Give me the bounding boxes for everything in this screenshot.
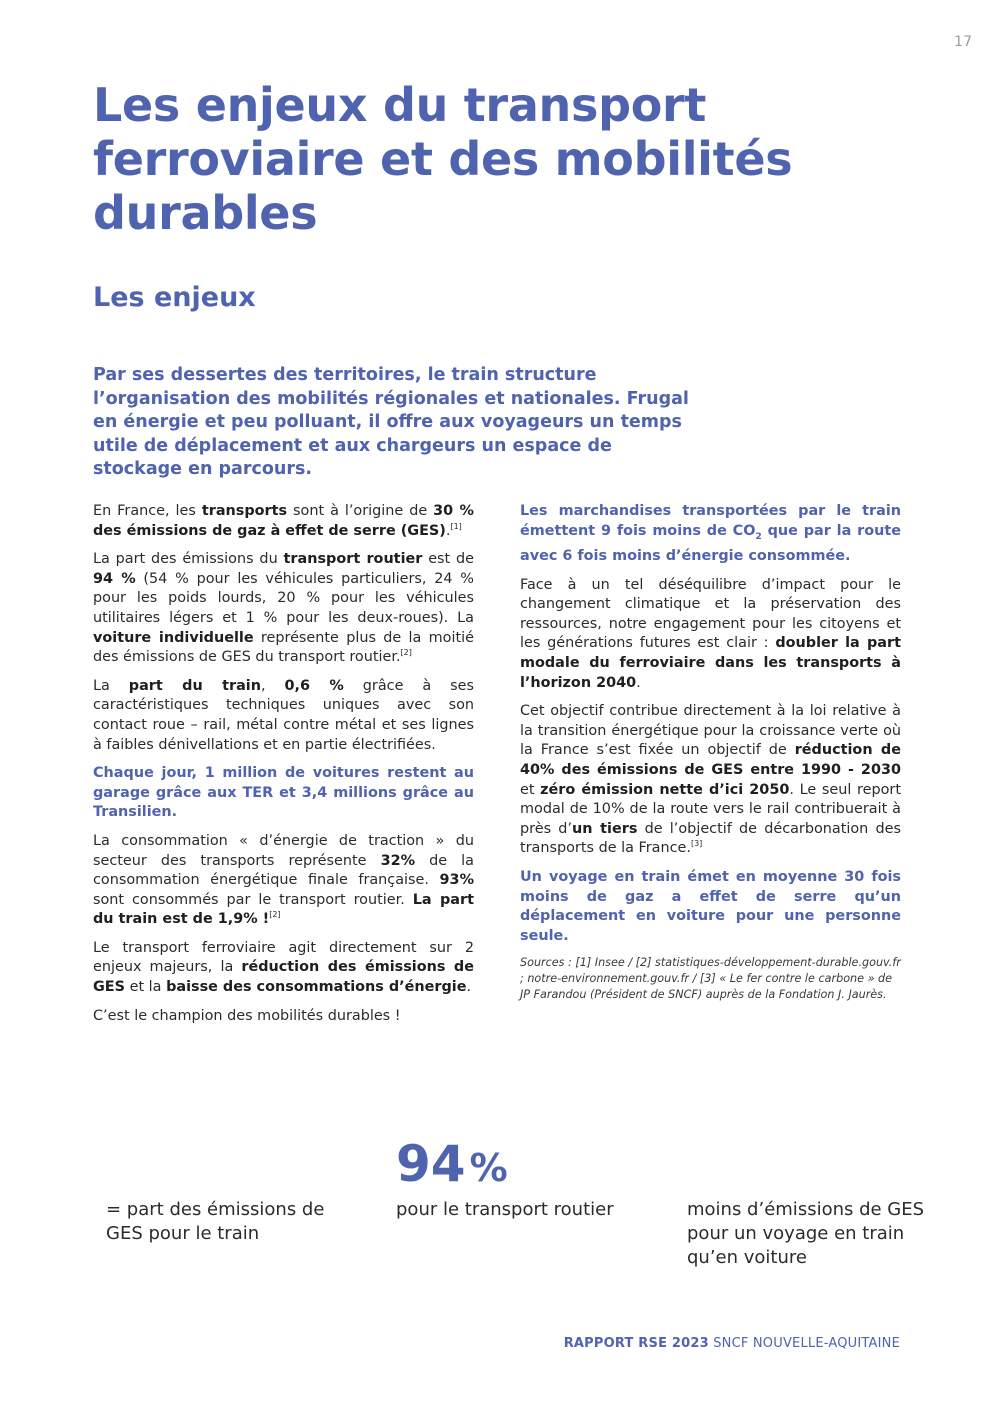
highlight-freight: Les marchandises transportées par le train émettent 9 fois moins de $CO_2$ que par la route avec 6 fois moins d’énergie consommée. [520,503,901,565]
page-number: 17 [954,34,972,50]
reference: [1] [450,521,462,531]
paragraph-road-transport: La part des émissions du transport routier est de 94 % (54 % pour les véhicules particuliers, 24 % pour les poids lourds, 20 % pour les véhicules utilitaires légers et 1 % pour les deux-roues). La voiture individuelle représente plus de la moitié des émissions de GES du transport routier.[2] [93,551,474,666]
footer: RAPPORT RSE 2023 SNCF NOUVELLE-AQUITAINE [563,1336,900,1351]
reference: [2] [400,648,412,658]
page-title: Les enjeux du transport ferroviaire et des mobilités durables [93,78,793,240]
stat-value [106,1136,110,1196]
right-column [520,502,901,1012]
stat-caption: = part des émissions de GES pour le train [106,1199,325,1244]
stat-value: 94 % [396,1135,508,1193]
section-title: Les enjeux [93,282,256,313]
paragraph-stakes: Le transport ferroviaire agit directement sur 2 enjeux majeurs, la réduction des émissions de GES et la baisse des consommations d’énergie. [93,939,474,996]
stat-caption: moins d’émissions de GES pour un voyage en train qu’en voiture [687,1199,925,1268]
lead-paragraph: Par ses dessertes des territoires, le train structure l’organisation des mobilités régionales et nationales. Frugal en énergie et peu polluant, il offre aux voyageurs un temps utile de déplacement et aux chargeurs un espace de stockage en parcours. [93,365,689,479]
paragraph-train-share: La part du train, 0,6 % grâce à ses caractéristiques techniques uniques avec son contact roue – rail, métal contre métal et ses lignes à faibles dénivellations et en partie électrifiées. [93,677,474,753]
paragraph-emissions: En France, les transports sont à l’origine de 30 % des émissions de gaz à effet de serre (GES).[1] [93,503,474,539]
reference: [3] [690,839,703,849]
paragraph-commitment: Face à un tel déséquilibre d’impact pour le changement climatique et la préservation des ressources, notre engagement pour les citoyens et les générations futures est clair : doubler la part modale du ferroviaire dans les transports à l’horizon 2040. [520,576,901,691]
paragraph-energy: La consommation « d’énergie de traction » du secteur des transports représente 32% de la consommation énergétique finale française. 93% sont consommés par le transport routier. La part du train est de 1,9% ![2] [93,832,474,928]
stat-caption: pour le transport routier [396,1199,614,1220]
left-column [93,502,474,1035]
sources-note: Sources : [1] Insee / [2] statistiques-développement-durable.gouv.fr ; notre-environnement.gouv.fr / [3] « Le fer contre le carbone » de JP Farandou (Président de SNCF) auprès de la Fondation J. Jaurès. [520,956,901,1002]
highlight-trip: Un voyage en train émet en moyenne 30 fois moins de gaz a effet de serre qu’un déplacement en voiture pour une personne seule. [520,868,901,944]
reference: [2] [269,910,281,920]
paragraph-champion: C’est le champion des mobilités durables ! [93,1007,401,1024]
stat-value [687,1136,691,1196]
paragraph-objective: Cet objectif contribue directement à la loi relative à la transition énergétique pour la croissance verte où la France s’est fixée un objectif de réduction de 40% des émissions de GES entre 1990 - 2030 et zéro émission nette d’ici 2050. Le seul report modal de 10% de la route vers le rail contribuerait à près d’un tiers de l’objectif de décarbonation des transports de la France.[3] [520,703,901,857]
highlight-cars-garage: Chaque jour, 1 million de voitures restent au garage grâce aux TER et 3,4 millions grâce au Transilien. [93,765,474,821]
